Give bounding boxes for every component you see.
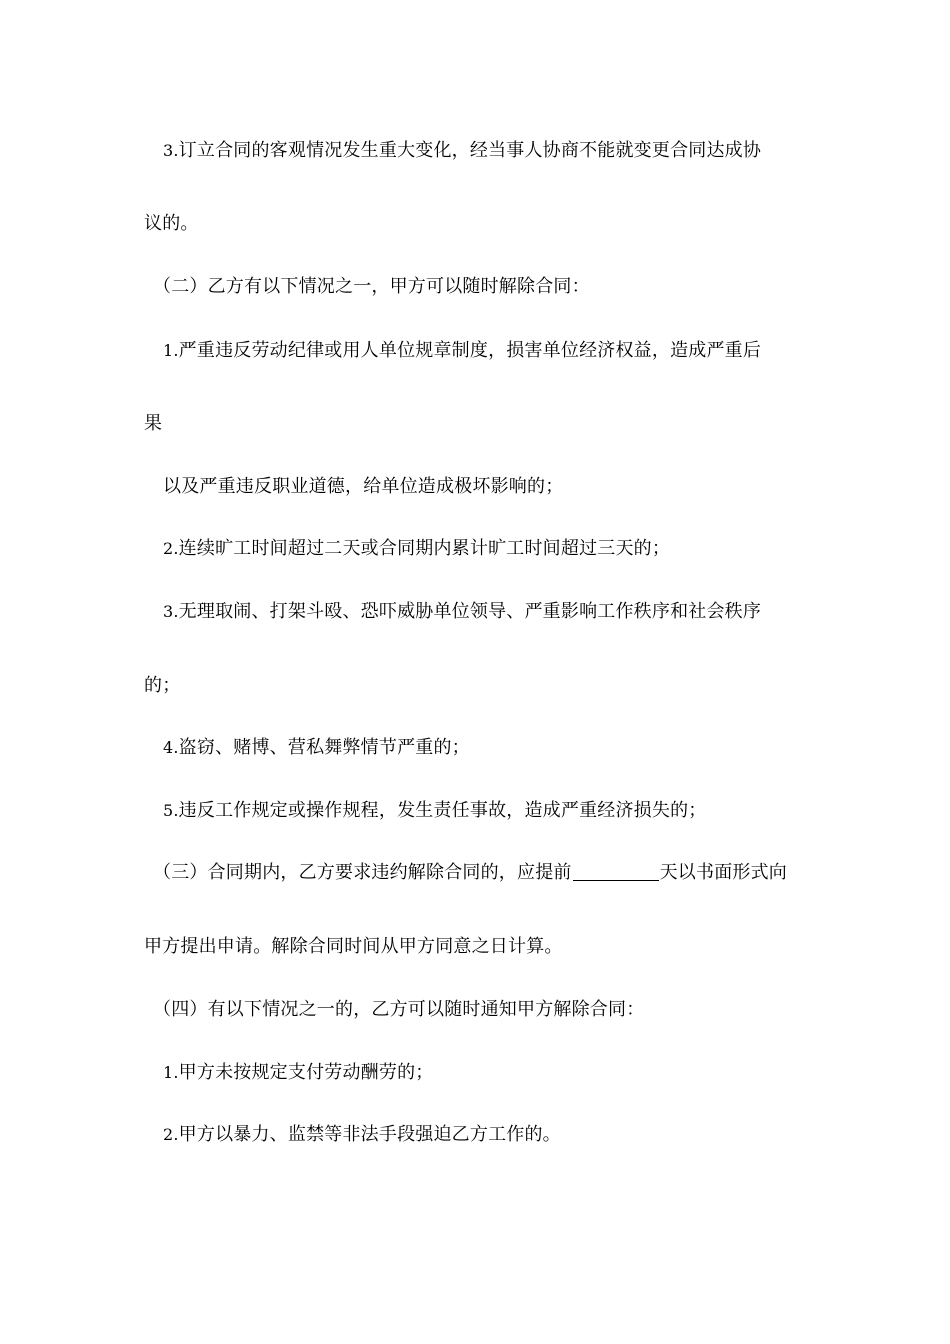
section-heading — [153, 275, 590, 299]
item-number: 1. — [163, 1063, 179, 1082]
paragraph-line — [163, 339, 761, 363]
paragraph-text: 甲方以暴力、监禁等非法手段强迫乙方工作的。 — [178, 1124, 561, 1145]
paragraph-text: 的； — [144, 675, 181, 696]
paragraph-line — [163, 1061, 433, 1085]
paragraph-line — [163, 537, 670, 561]
paragraph-text: （二）乙方有以下情况之一，甲方可以随时解除合同： — [153, 276, 590, 297]
item-number: 5. — [163, 801, 179, 820]
paragraph-line — [144, 212, 199, 236]
paragraph-text: 盗窃、赌博、营私舞弊情节严重的； — [178, 737, 470, 758]
item-number: 3. — [163, 141, 179, 160]
section-heading — [153, 861, 787, 885]
paragraph-text: 果 — [144, 413, 163, 434]
paragraph-text: 连续旷工时间超过二天或合同期内累计旷工时间超过三天的； — [178, 538, 671, 559]
paragraph-text: 甲方提出申请。解除合同时间从甲方同意之日计算。 — [144, 936, 563, 957]
paragraph-text: 订立合同的客观情况发生重大变化，经当事人协商不能就变更合同达成协 — [178, 140, 762, 161]
paragraph-line — [144, 412, 162, 436]
section-heading — [153, 998, 644, 1022]
item-number: 2. — [163, 1125, 179, 1144]
paragraph-line — [163, 1123, 561, 1147]
paragraph-line — [163, 736, 470, 760]
item-number: 1. — [163, 341, 179, 360]
paragraph-text: 违反工作规定或操作规程，发生责任事故，造成严重经济损失的； — [178, 800, 707, 821]
paragraph-text: 议的。 — [144, 213, 199, 234]
paragraph-line — [163, 139, 761, 163]
paragraph-text: （三）合同期内，乙方要求违约解除合同的，应提前 — [153, 862, 572, 883]
item-number: 3. — [163, 602, 179, 621]
paragraph-line — [144, 674, 180, 698]
paragraph-text: 严重违反劳动纪律或用人单位规章制度，损害单位经济权益，造成严重后 — [178, 340, 762, 361]
paragraph-text-after-blank: 天以书面形式向 — [659, 862, 788, 883]
paragraph-text: （四）有以下情况之一的，乙方可以随时通知甲方解除合同： — [153, 999, 645, 1020]
fill-in-blank[interactable] — [573, 862, 659, 881]
paragraph-line — [163, 475, 563, 499]
item-number: 4. — [163, 738, 179, 757]
paragraph-line — [144, 935, 563, 959]
item-number: 2. — [163, 539, 179, 558]
paragraph-text: 无理取闹、打架斗殴、恐吓威胁单位领导、严重影响工作秩序和社会秩序 — [178, 601, 762, 622]
paragraph-line — [163, 799, 706, 823]
paragraph-text: 甲方未按规定支付劳动酬劳的； — [178, 1062, 434, 1083]
paragraph-text: 以及严重违反职业道德，给单位造成极坏影响的； — [163, 476, 564, 497]
paragraph-line — [163, 600, 761, 624]
